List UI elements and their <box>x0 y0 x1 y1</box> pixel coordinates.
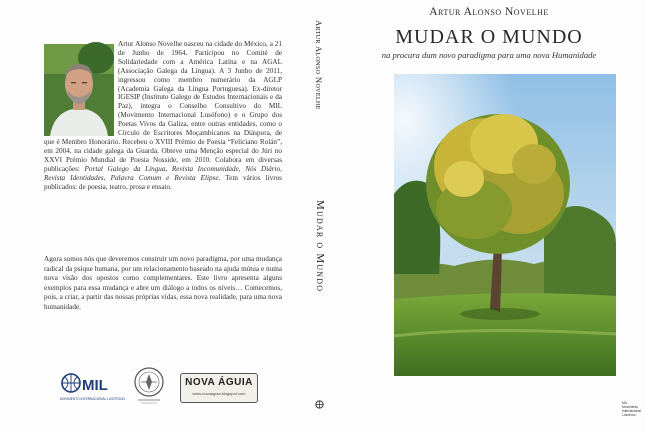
nova-aguia-logo <box>180 373 258 403</box>
book-description: Agora somos nós que deveremos construir um novo paradigma, por uma mudança radical da psique humana, por um relacionamento baseado na ajuda mútua e numa nova visão dos opostos como complementares. Este livro apresenta alguns exemplos para essa mudança e abre um diálogo a todos os níveis… Comecemos, pois, a criar, a partir das nossas próprias vidas, essa nova realidade, para uma nova humanidade. <box>44 255 282 311</box>
spine-title: Mudar o Mundo <box>314 200 326 293</box>
mil-logo-text: MIL <box>82 377 108 394</box>
front-cover <box>332 0 646 432</box>
mil-logo <box>60 369 125 403</box>
front-author: Artur Alonso Novelhe <box>429 6 549 18</box>
publisher-imprint: MIL Movimento Internacional Lusófono <box>622 401 641 417</box>
spine-publisher-mark-icon <box>315 400 324 409</box>
nova-aguia-logo-text: NOVA ÁGUIA <box>185 377 253 388</box>
mil-logo-caption: MOVIMENTO INTERNACIONAL LUSÓFONO <box>60 397 125 401</box>
seal-emblem <box>132 365 166 405</box>
spine-author: Artur Alonso Novelhe <box>314 20 324 110</box>
book-subtitle: na procura dum novo paradigma para uma nova Humanidade <box>381 50 597 60</box>
publisher-logos <box>60 365 290 405</box>
publications-list: Portal Galego da Língua, Revista Incomunidade, Nós Diário, Revista Identidades, Palavra Comum e Revista Elipse <box>44 164 282 182</box>
nova-aguia-url: www.novaaguia.blogspot.com <box>192 391 246 396</box>
cover-photo-tree <box>394 74 616 376</box>
book-spine <box>306 0 332 432</box>
author-biography: Artur Alonso Novelhe nasceu na cidade do México, a 21 de Junho de 1964. Participou no Comité de Solidariedade com a América Latina e na AGAL (Associação Galega da Língua). A 3 Junho de 2011, ingressou como membro numerário da AGLP (Academia Galega da Língua Portuguesa). Ex-diretor IGESIP (Instituto Galego de Estudos Internacionais e da Paz), integra o Conselho Consultivo do MIL (Movimento Internacional Lusófono) e o Grupo dos Poetas Vivos da Galiza, entre outras entidades, como o Círculo de Escritores Moçambicanos na Diáspora, de que é Membro Honorário. Recebeu o XVIII Prémio de Poesia “Feliciano Rolán”, em 2004, na cidade galega da Guarda. Obteve uma Menção especial do Júri no XXVI Prémio Mundial de Poesia Nosside, em 2010. Colabora em diversas publicações: Portal Galego da Língua, Revista Incomunidade, Nós Diário, Revista Identidades, Palavra Comum e Revista Elipse. Tem vários livros publicados: de poesia, teatro, prosa e ensaio. <box>44 40 282 191</box>
back-cover <box>0 0 306 432</box>
book-title: MUDAR O MUNDO <box>395 26 583 48</box>
